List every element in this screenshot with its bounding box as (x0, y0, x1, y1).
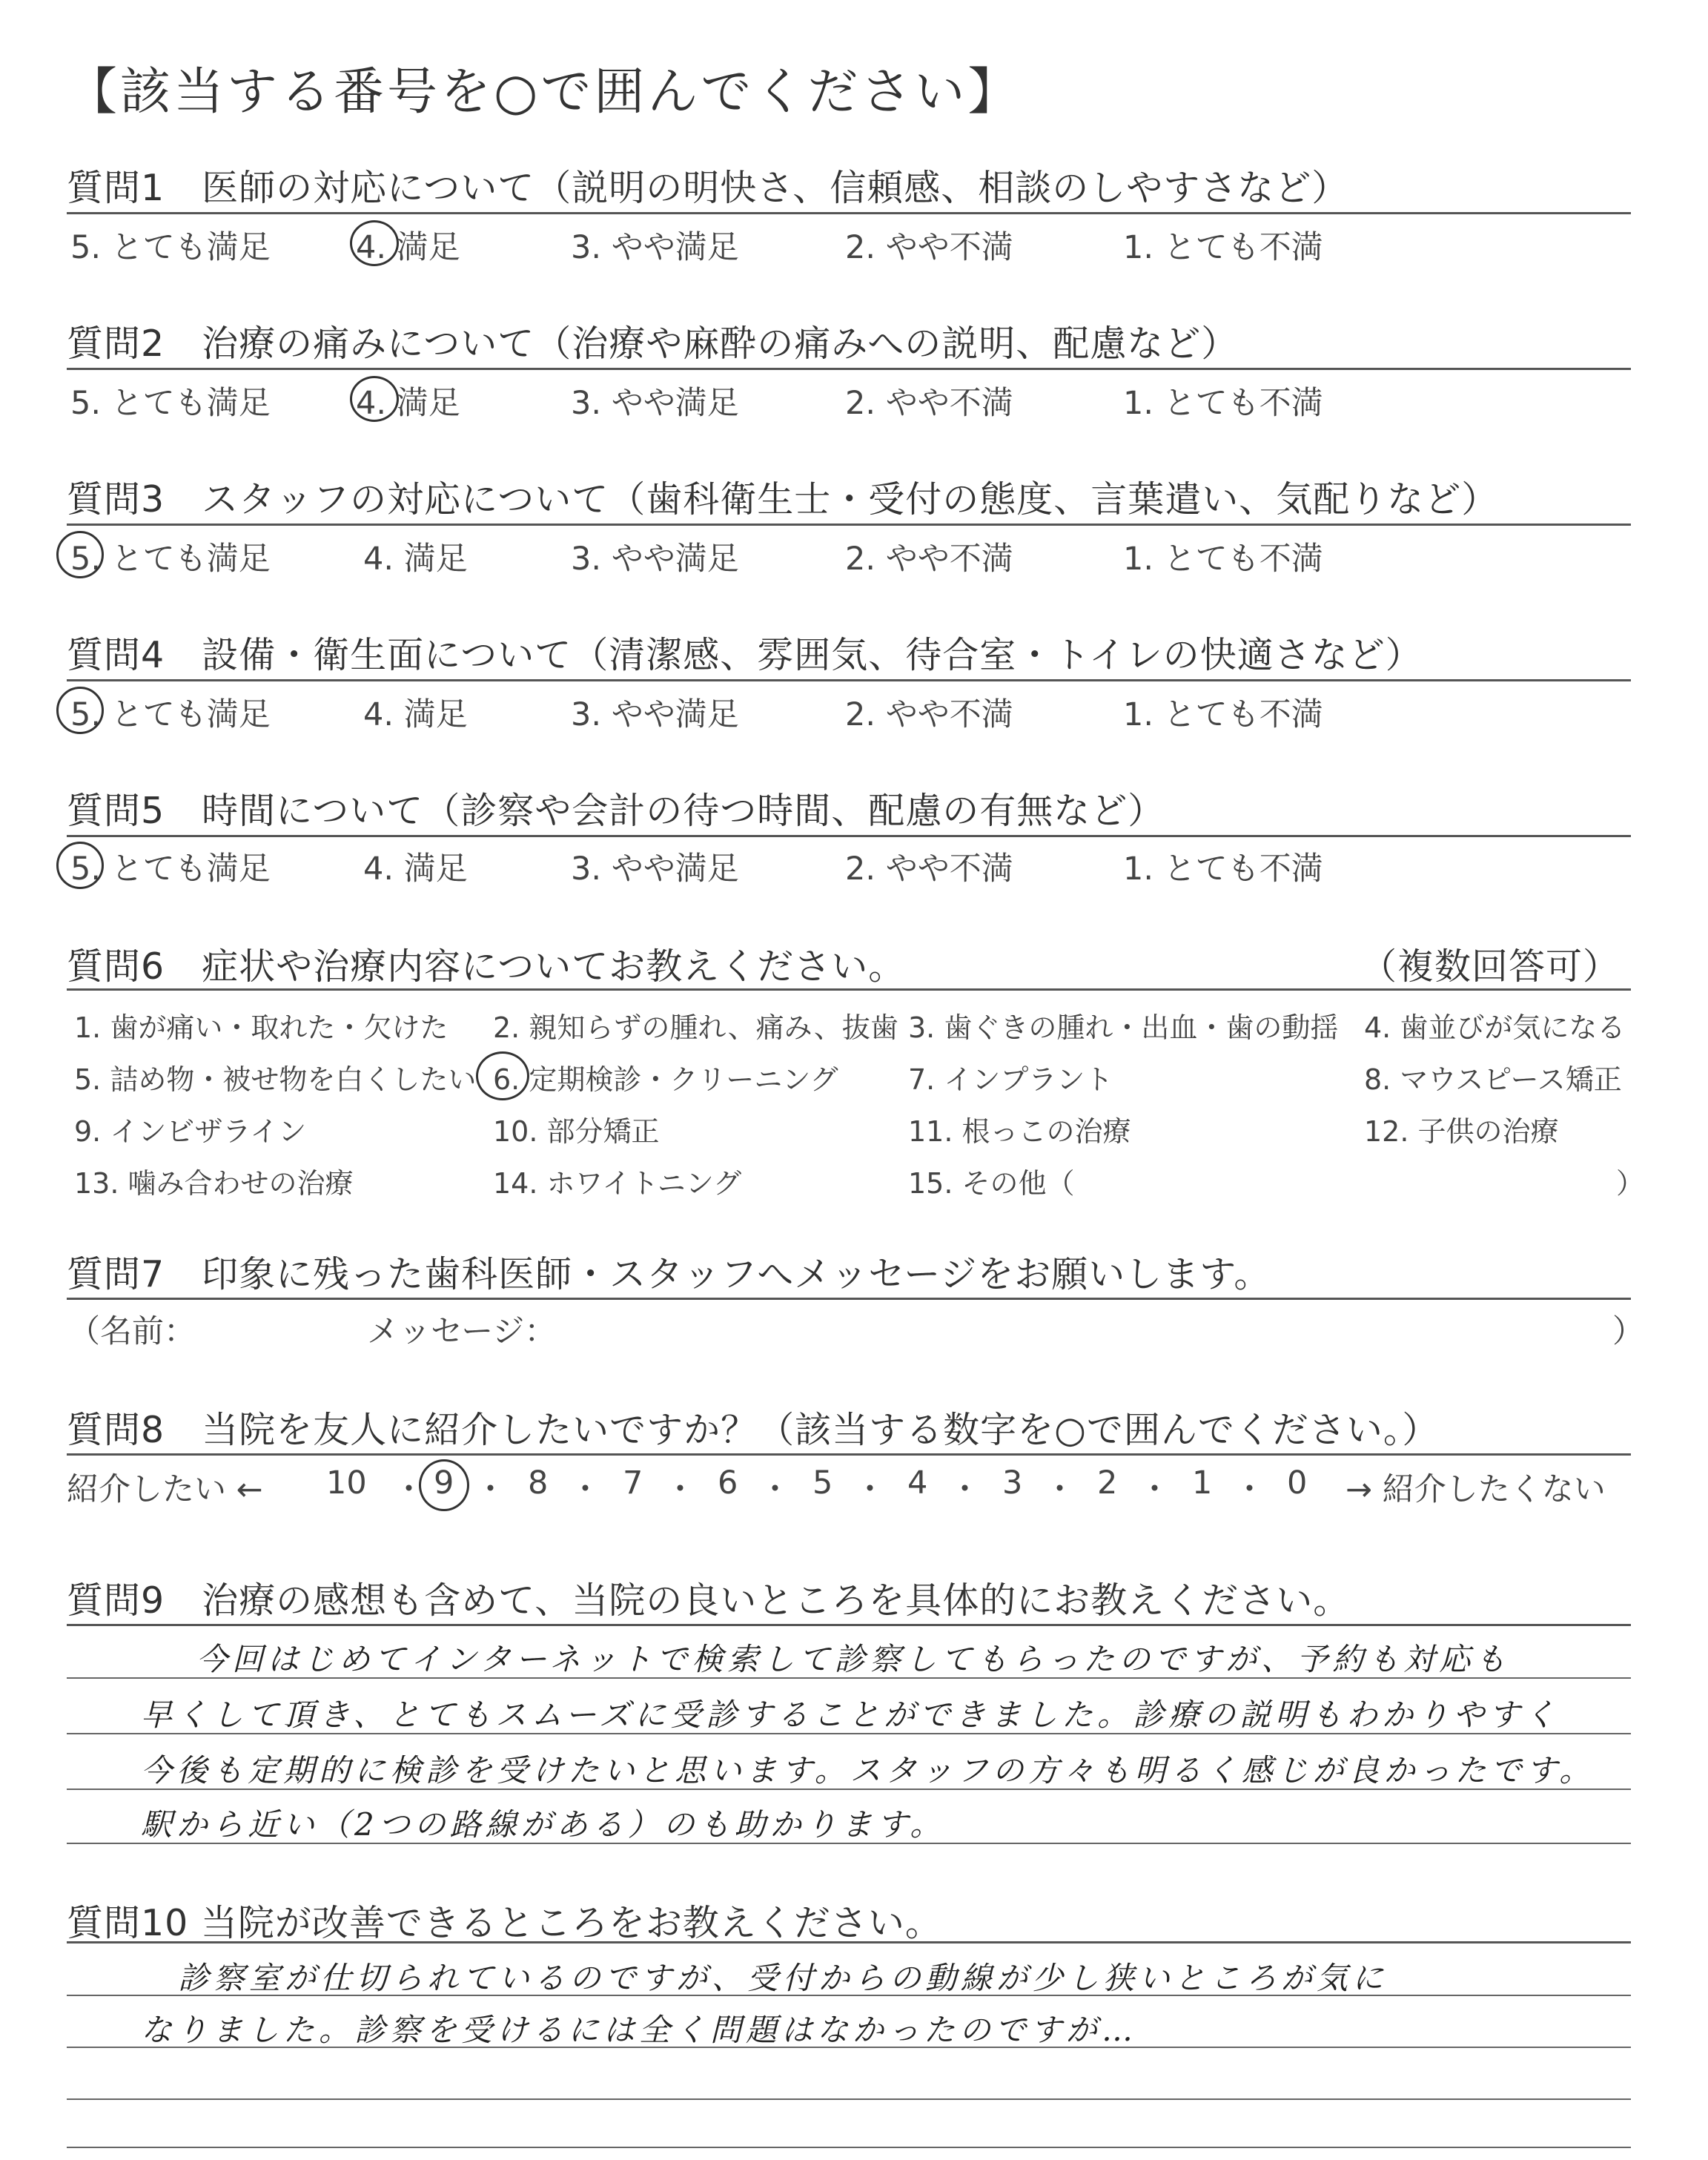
q6-item-3[interactable]: 3. 歯ぐきの腫れ・出血・歯の動揺 (908, 1011, 1339, 1044)
q1-option-1[interactable]: 1. とても不満 (1123, 229, 1323, 266)
q8-dot: ・ (1044, 1471, 1076, 1508)
q5-selection-circle (56, 842, 104, 889)
q2-selection-circle (350, 376, 399, 422)
q6-item-14[interactable]: 14. ホワイトニング (493, 1167, 742, 1200)
q6-item-7[interactable]: 7. インプラント (908, 1063, 1113, 1096)
q10-line-1: 診察室が仕切られているのですが、受付からの動線が少し狭いところが気に (178, 1960, 1388, 1996)
q9-line-2: 早くして頂き、とてもスムーズに受診することができました。診療の説明もわかりやすく (141, 1697, 1560, 1733)
question-10-rule (67, 1941, 1631, 1943)
q10-line-2: なりました。診察を受けるには全く問題はなかったのですが… (141, 2012, 1138, 2048)
q3-option-1[interactable]: 1. とても不満 (1123, 541, 1323, 578)
q5-option-2[interactable]: 2. やや不満 (845, 851, 1013, 888)
q8-score-4[interactable]: 4 (907, 1464, 928, 1502)
q5-option-5[interactable]: 5. とても満足 (70, 851, 271, 888)
q3-selection-circle (56, 531, 104, 578)
q6-item-13[interactable]: 13. 噛み合わせの治療 (74, 1167, 354, 1200)
question-6-title: 質問6 症状や治療内容についてお教えください。 (67, 945, 906, 988)
q4-option-3[interactable]: 3. やや満足 (571, 696, 739, 733)
q8-dot: ・ (569, 1471, 601, 1508)
q6-item-9[interactable]: 9. インビザライン (74, 1115, 307, 1148)
q9-ruled-line (67, 1677, 1631, 1679)
q9-line-4: 駅から近い（2つの路線がある）のも助かります。 (141, 1806, 946, 1843)
q9-ruled-line (67, 1789, 1631, 1790)
question-5-rule (67, 835, 1631, 837)
q8-score-10[interactable]: 10 (326, 1464, 367, 1502)
q5-option-4[interactable]: 4. 満足 (363, 851, 468, 888)
q1-option-2[interactable]: 2. やや不満 (845, 229, 1013, 266)
question-9-rule (67, 1624, 1631, 1626)
q8-score-9[interactable]: 9 (434, 1464, 454, 1502)
q9-ruled-line (67, 1843, 1631, 1844)
q8-score-5[interactable]: 5 (812, 1464, 833, 1502)
q8-dot: ・ (393, 1471, 425, 1508)
q6-item-10[interactable]: 10. 部分矯正 (493, 1115, 660, 1148)
q6-item-6[interactable]: 6. 定期検診・クリーニング (493, 1063, 838, 1096)
q4-option-2[interactable]: 2. やや不満 (845, 696, 1013, 733)
question-1-title: 質問1 医師の対応について（説明の明快さ、信頼感、相談のしやすさなど） (67, 167, 1349, 209)
q8-left-label: 紹介したい ← (67, 1471, 263, 1508)
q2-option-2[interactable]: 2. やや不満 (845, 385, 1013, 422)
q1-option-4[interactable]: 4. 満足 (356, 229, 460, 266)
q10-ruled-line (67, 2047, 1631, 2048)
question-7-title: 質問7 印象に残った歯科医師・スタッフへメッセージをお願いします。 (67, 1253, 1271, 1295)
q7-name-label[interactable]: （名前： (68, 1313, 196, 1350)
q7-close-paren: ） (1612, 1313, 1644, 1350)
q6-item-15-close: ） (1616, 1167, 1645, 1200)
q6-item-1[interactable]: 1. 歯が痛い・取れた・欠けた (74, 1011, 448, 1044)
q7-message-label[interactable]: メッセージ： (367, 1313, 557, 1350)
question-8-rule (67, 1453, 1631, 1456)
question-4-title: 質問4 設備・衛生面について（清潔感、雰囲気、待合室・トイレの快適さなど） (67, 634, 1423, 676)
q4-selection-circle (56, 687, 104, 734)
q8-dot: ・ (949, 1471, 981, 1508)
q3-option-2[interactable]: 2. やや不満 (845, 541, 1013, 578)
q8-score-2[interactable]: 2 (1097, 1464, 1118, 1502)
q5-option-3[interactable]: 3. やや満足 (571, 851, 739, 888)
question-10-title: 質問10 当院が改善できるところをお教えください。 (67, 1902, 942, 1944)
q8-dot: ・ (759, 1471, 791, 1508)
q8-score-8[interactable]: 8 (528, 1464, 549, 1502)
q10-ruled-line (67, 1995, 1631, 1996)
q6-item-2[interactable]: 2. 親知らずの腫れ、痛み、抜歯 (493, 1011, 898, 1044)
q8-score-0[interactable]: 0 (1287, 1464, 1308, 1502)
question-2-title: 質問2 治療の痛みについて（治療や麻酔の痛みへの説明、配慮など） (67, 323, 1239, 365)
q2-option-1[interactable]: 1. とても不満 (1123, 385, 1323, 422)
q8-dot: ・ (474, 1471, 506, 1508)
q8-dot: ・ (1139, 1471, 1171, 1508)
q8-score-6[interactable]: 6 (718, 1464, 738, 1502)
question-5-title: 質問5 時間について（診察や会計の待つ時間、配慮の有無など） (67, 790, 1165, 832)
q8-right-label: → 紹介したくない (1345, 1471, 1606, 1508)
q1-option-5[interactable]: 5. とても満足 (70, 229, 271, 266)
question-6-note: （複数回答可） (1360, 945, 1621, 988)
q4-option-1[interactable]: 1. とても不満 (1123, 696, 1323, 733)
q2-option-3[interactable]: 3. やや満足 (571, 385, 739, 422)
q6-item-11[interactable]: 11. 根っこの治療 (908, 1115, 1131, 1148)
q9-line-1: 今回はじめてインターネットで検索して診察してもらったのですが、予約も対応も (196, 1641, 1511, 1677)
q6-item-12[interactable]: 12. 子供の治療 (1364, 1115, 1559, 1148)
q2-option-5[interactable]: 5. とても満足 (70, 385, 271, 422)
q5-option-1[interactable]: 1. とても不満 (1123, 851, 1323, 888)
q6-item-4[interactable]: 4. 歯並びが気になる (1364, 1011, 1626, 1044)
q6-selection-circle (476, 1051, 529, 1100)
question-3-title: 質問3 スタッフの対応について（歯科衛生士・受付の態度、言葉遣い、気配りなど） (67, 478, 1499, 521)
q8-dot: ・ (664, 1471, 696, 1508)
q2-option-4[interactable]: 4. 満足 (356, 385, 460, 422)
q8-dot: ・ (1234, 1471, 1265, 1508)
q6-item-15[interactable]: 15. その他（ (908, 1167, 1075, 1200)
question-7-rule (67, 1298, 1631, 1300)
q9-ruled-line (67, 1733, 1631, 1734)
question-4-rule (67, 679, 1631, 681)
q1-option-3[interactable]: 3. やや満足 (571, 229, 739, 266)
q8-dot: ・ (854, 1471, 886, 1508)
q8-score-7[interactable]: 7 (623, 1464, 643, 1502)
q1-selection-circle (350, 220, 399, 266)
q6-item-8[interactable]: 8. マウスピース矯正 (1364, 1063, 1622, 1096)
q8-selection-circle (419, 1459, 469, 1511)
q10-ruled-line (67, 2098, 1631, 2100)
page-header: 【該当する番号を○で囲んでください】 (67, 63, 1022, 122)
q8-score-1[interactable]: 1 (1192, 1464, 1213, 1502)
q8-score-3[interactable]: 3 (1002, 1464, 1023, 1502)
q4-option-5[interactable]: 5. とても満足 (70, 696, 271, 733)
q3-option-4[interactable]: 4. 満足 (363, 541, 468, 578)
question-1-rule (67, 212, 1631, 214)
question-8-title: 質問8 当院を友人に紹介したいですか？（該当する数字を○で囲んでください。） (67, 1409, 1440, 1451)
q3-option-5[interactable]: 5. とても満足 (70, 541, 271, 578)
question-6-rule (67, 988, 1631, 991)
question-3-rule (67, 524, 1631, 526)
q3-option-3[interactable]: 3. やや満足 (571, 541, 739, 578)
question-9-title: 質問9 治療の感想も含めて、当院の良いところを具体的にお教えください。 (67, 1579, 1351, 1622)
q6-item-5[interactable]: 5. 詰め物・被せ物を白くしたい (74, 1063, 477, 1096)
question-2-rule (67, 368, 1631, 370)
q10-ruled-line (67, 2147, 1631, 2148)
q9-line-3: 今後も定期的に検診を受けたいと思います。スタッフの方々も明るく感じが良かったです。 (141, 1752, 1595, 1789)
q4-option-4[interactable]: 4. 満足 (363, 696, 468, 733)
